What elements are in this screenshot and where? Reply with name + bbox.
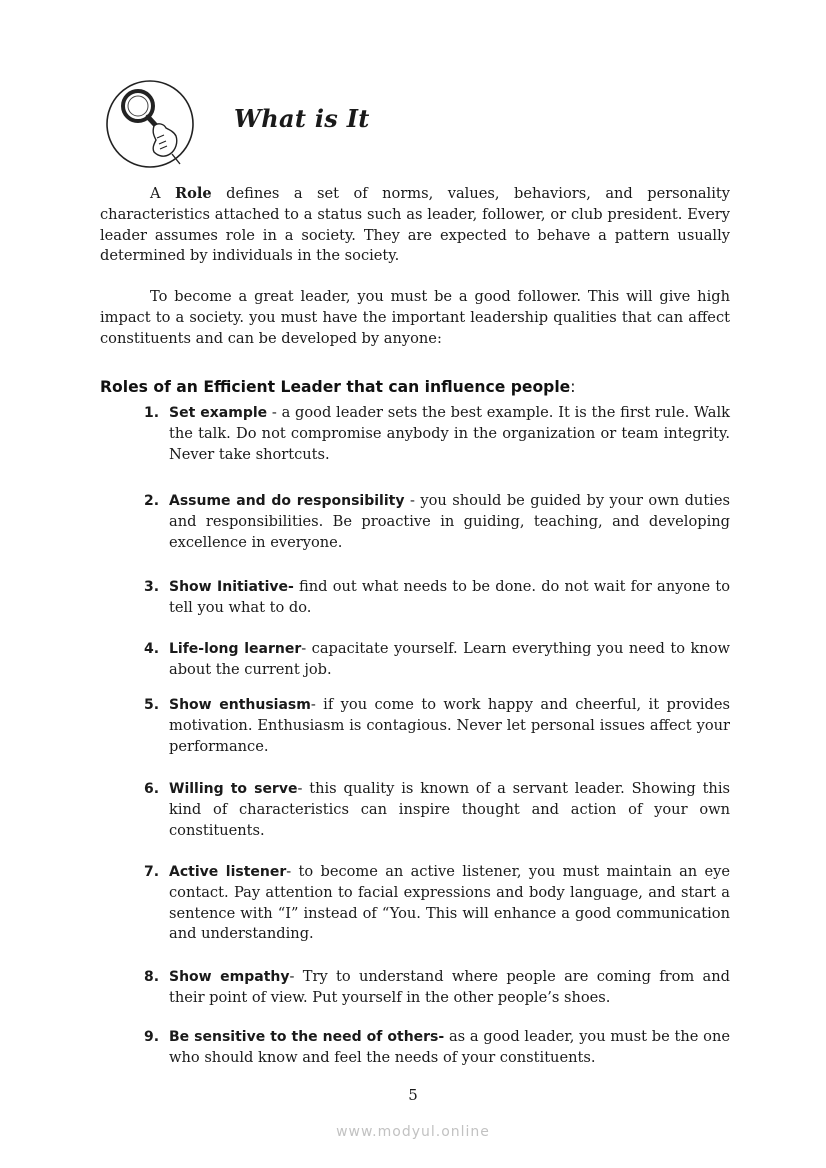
list-item-text: - Try to understand where people are coming from and their point of view. Put yourself in the other people’s shoes. [169, 968, 730, 1006]
list-item [144, 1027, 730, 1069]
list-item-number: 6. [144, 781, 160, 797]
page-number: 5 [408, 1086, 418, 1104]
paragraph-text: To become a great leader, you must be a good follower. This will give high impact to a society. you must have the important leadership qualities that can affect constituents and can be developed by anyone: [100, 288, 730, 347]
list-item [144, 862, 730, 945]
list-item-text: - capacitate yourself. Learn everything you need to know about the current job. [169, 640, 730, 678]
list-item-number: 8. [144, 969, 160, 985]
list-item-text: - this quality is known of a servant leader. Showing this kind of characteristics can inspire thought and action of your own constituents. [169, 780, 730, 839]
list-item-number: 9. [144, 1029, 160, 1045]
list-item-term: Show Initiative- [169, 579, 294, 595]
list-heading [100, 378, 576, 396]
list-item-term: Show empathy [169, 969, 290, 985]
paragraph-text: A [150, 185, 176, 202]
list-item-number: 3. [144, 579, 160, 595]
list-item-term: Be sensitive to the need of others- [169, 1029, 445, 1045]
watermark: www.modyul.online [336, 1124, 490, 1140]
list-item-text: - to become an active listener, you must maintain an eye contact. Pay attention to facial expressions and body language, and start a sentence with “I” instead of “You. This will enhance a good communication and understanding. [169, 863, 730, 943]
list-item-text: - if you come to work happy and cheerful, it provides motivation. Enthusiasm is contagious. Never let personal issues affect your performance. [169, 696, 730, 755]
list-item-term: Life-long learner [169, 641, 302, 657]
list-item [144, 403, 730, 465]
list-item-term: Show enthusiasm [169, 697, 311, 713]
list-item-text: - a good leader sets the best example. It is the first rule. Walk the talk. Do not compromise anybody in the organization or team integrity. Never take shortcuts. [169, 404, 730, 463]
list-item-text: find out what needs to be done. do not wait for anyone to tell you what to do. [169, 578, 731, 616]
list-item-text: - you should be guided by your own duties and responsibilities. Be proactive in guiding, teaching, and developing excellence in everyone. [169, 492, 730, 551]
list-item [144, 779, 730, 841]
list-item [144, 695, 730, 757]
paragraph-great-leader [100, 287, 730, 349]
list-item-term: Active listener [169, 864, 287, 880]
paragraph-term: Role [175, 185, 212, 202]
list-item-term: Assume and do responsibility [169, 493, 405, 509]
list-item-number: 2. [144, 493, 160, 509]
list-item [144, 491, 730, 553]
list-item-number: 7. [144, 864, 160, 880]
paragraph-text: defines a set of norms, values, behaviors, and personality characteristics attached to a status such as leader, follower, or club president. Every leader assumes role in a society. They are expected to behave a pattern usually determined by individuals in the society. [100, 185, 730, 265]
list-item-number: 4. [144, 641, 160, 657]
list-item-number: 1. [144, 405, 160, 421]
list-item [144, 639, 730, 681]
list-item-number: 5. [144, 697, 160, 713]
section-title: What is It [234, 104, 370, 133]
list-item-text: as a good leader, you must be the one who should know and feel the needs of your constituents. [169, 1028, 730, 1066]
magnifying-glass-icon [104, 80, 196, 168]
list-item-term: Willing to serve [169, 781, 298, 797]
list-heading-colon: : [570, 378, 576, 396]
list-item-term: Set example [169, 405, 268, 421]
paragraph-role-definition [100, 184, 730, 267]
list-item [144, 577, 730, 619]
list-item [144, 967, 730, 1009]
list-heading-text: Roles of an Efficient Leader that can influence people [100, 378, 571, 396]
